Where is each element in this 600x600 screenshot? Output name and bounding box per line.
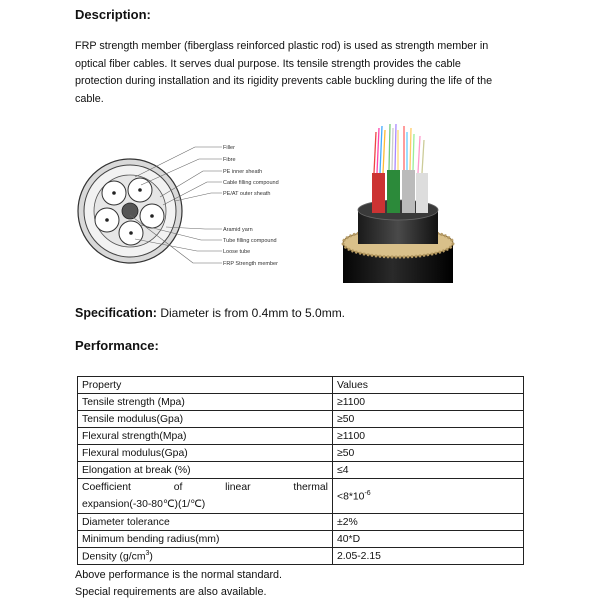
table-row	[78, 394, 524, 411]
row-value: ≥50	[333, 411, 524, 428]
table-row-cte	[78, 479, 524, 514]
label-aramid: Aramid yarn	[223, 227, 253, 233]
row-value	[333, 479, 524, 514]
row-value: ≥1100	[333, 428, 524, 445]
row-property	[78, 479, 333, 514]
table-row	[78, 462, 524, 479]
table-row	[78, 411, 524, 428]
performance-table	[77, 376, 524, 565]
cte-value-base: <8*10	[337, 491, 365, 503]
row-value: 2.05-2.15	[333, 548, 524, 565]
cte-line-2: expansion(-30-80℃)(1/℃)	[82, 499, 206, 510]
cable-cross-section-diagram	[75, 135, 300, 285]
row-property: Diameter tolerance	[78, 514, 333, 531]
label-filler: Filler	[223, 145, 235, 151]
description-line: cable.	[75, 92, 104, 105]
row-property	[78, 548, 333, 565]
label-loose-tube: Loose tube	[223, 249, 251, 255]
table-row-density	[78, 548, 524, 565]
table-row	[78, 531, 524, 548]
description-line: protection during installation and its rigidity prevents cable buckling during the life of the	[75, 75, 493, 87]
table-row	[78, 445, 524, 462]
label-tube-filling: Tube filling compound	[223, 238, 277, 244]
row-property: Flexural modulus(Gpa)	[78, 445, 333, 462]
label-cable-filling: Cable filling compound	[223, 180, 279, 186]
row-property: Elongation at break (%)	[78, 462, 333, 479]
description-heading: Description:	[75, 7, 151, 22]
header-values: Values	[333, 377, 524, 394]
row-property: Tensile strength (Mpa)	[78, 394, 333, 411]
row-value: ±2%	[333, 514, 524, 531]
table-row	[78, 514, 524, 531]
label-frp: FRP Strength member	[223, 261, 278, 267]
label-pe-outer: PE/AT outer sheath	[223, 191, 271, 197]
header-property: Property	[78, 377, 333, 394]
cte-word: thermal	[293, 482, 328, 493]
row-property: Tensile modulus(Gpa)	[78, 411, 333, 428]
specification-heading: Specification:	[75, 306, 157, 320]
row-property: Minimum bending radius(mm)	[78, 531, 333, 548]
density-label: Density (g/cm	[82, 551, 146, 563]
cte-word: Coefficient	[82, 482, 131, 493]
description-paragraph	[75, 38, 525, 108]
specification-line	[75, 306, 345, 320]
cte-line-1	[82, 479, 328, 496]
description-line: FRP strength member (fiberglass reinforced plastic rod) is used as strength member in	[75, 40, 489, 52]
row-value: ≥1100	[333, 394, 524, 411]
row-value: ≤4	[333, 462, 524, 479]
cte-word: linear	[225, 482, 251, 493]
description-line: optical fiber cables. It serves dual purpose. Its tensile strength provides the cable	[75, 57, 461, 70]
density-exp: 3	[145, 549, 150, 557]
cte-word: of	[173, 482, 183, 493]
cable-3d-illustration	[328, 118, 468, 286]
cte-value-exp: -6	[364, 489, 371, 497]
density-tail: )	[149, 551, 153, 563]
row-value: ≥50	[333, 445, 524, 462]
table-header-row	[78, 377, 524, 394]
row-value: 40*D	[333, 531, 524, 548]
table-row	[78, 428, 524, 445]
label-pe-inner: PE inner sheath	[223, 169, 263, 175]
specification-text: Diameter is from 0.4mm to 5.0mm.	[160, 306, 346, 320]
row-property: Flexural strength(Mpa)	[78, 428, 333, 445]
note-special: Special requirements are also available.	[75, 586, 267, 598]
performance-heading: Performance:	[75, 338, 159, 353]
label-fibre: Fibre	[223, 157, 236, 163]
note-standard: Above performance is the normal standard.	[75, 569, 283, 581]
